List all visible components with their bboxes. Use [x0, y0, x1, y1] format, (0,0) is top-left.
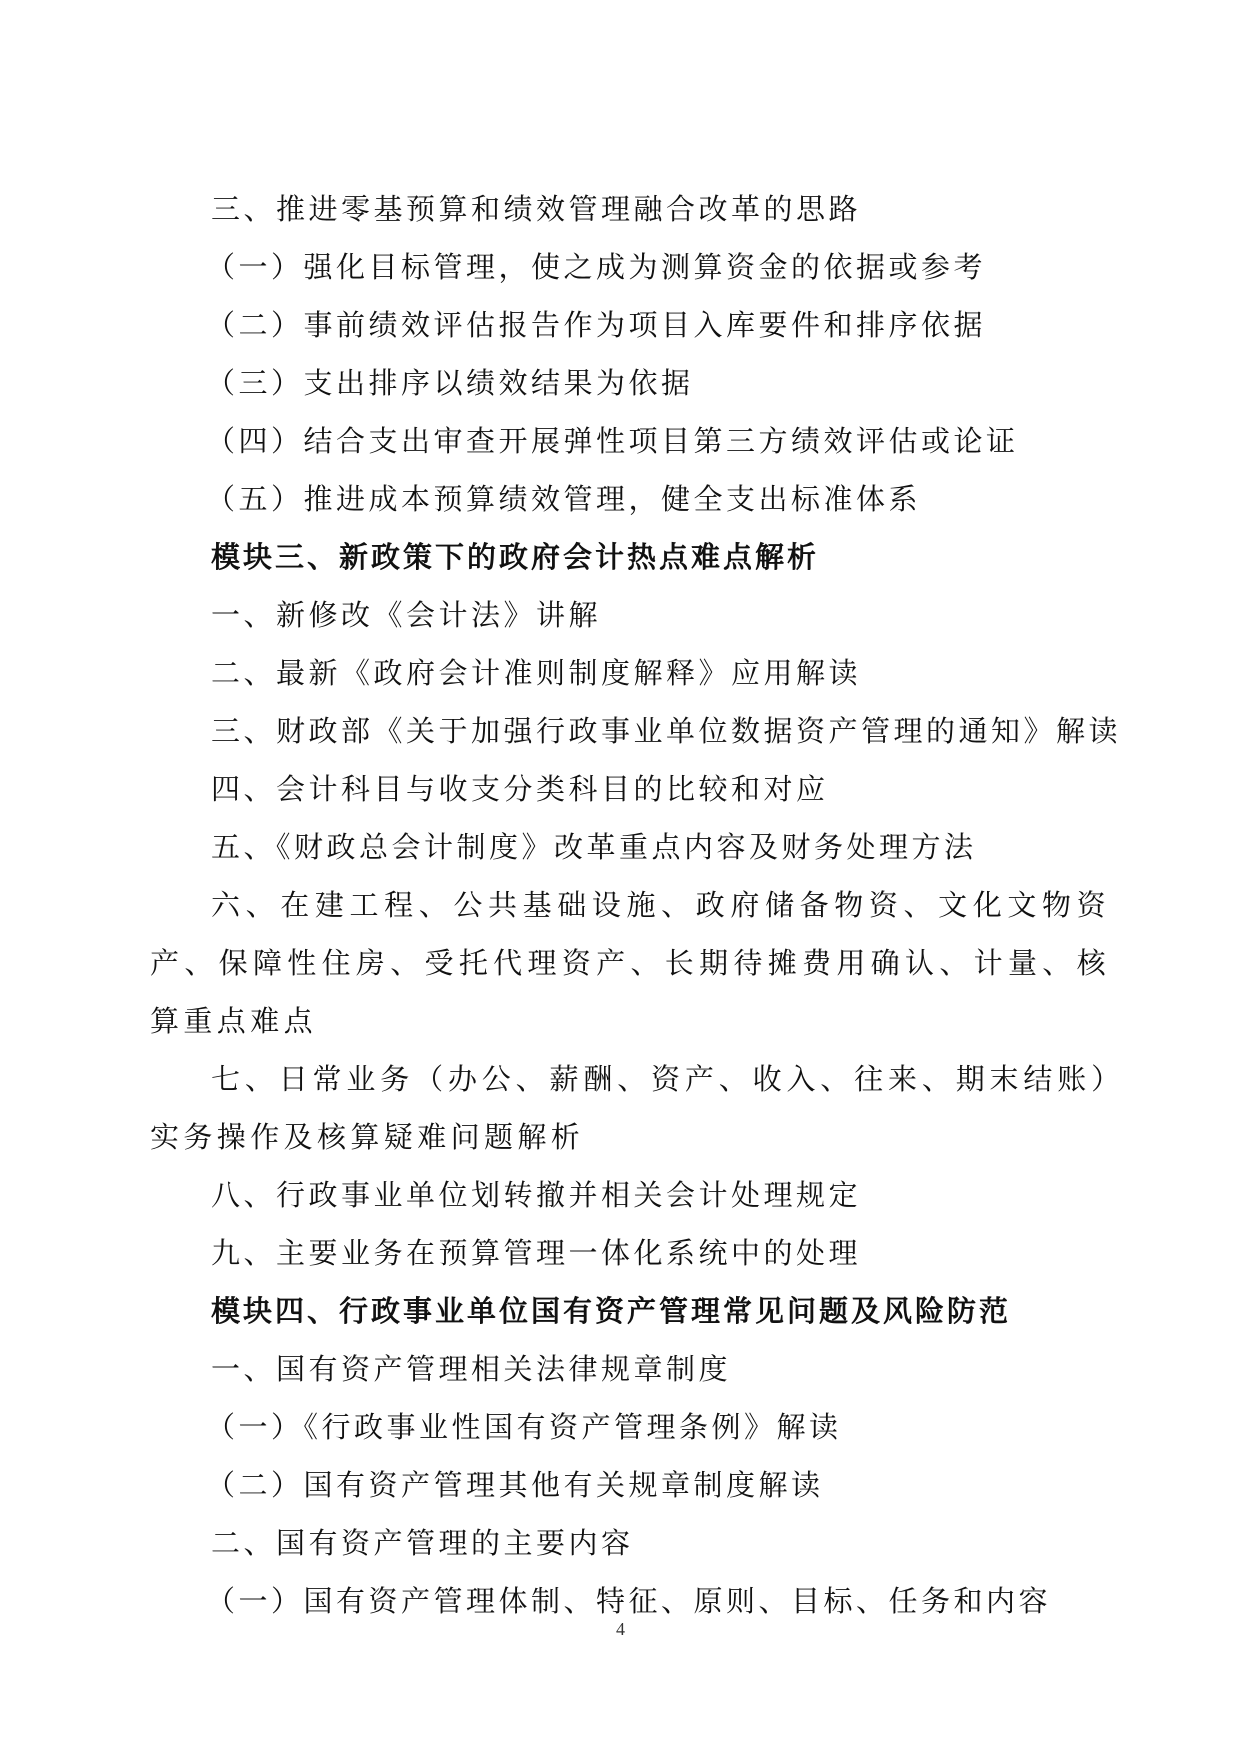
subsection-item: （一）强化目标管理，使之成为测算资金的依据或参考: [206, 250, 987, 284]
subsection-item: （一）《行政事业性国有资产管理条例》解读: [206, 1410, 842, 1444]
subsection-item: （一）国有资产管理体制、特征、原则、目标、任务和内容: [206, 1584, 1052, 1618]
module-heading: 模块四、行政事业单位国有资产管理常见问题及风险防范: [211, 1294, 1012, 1328]
section-item: 四、会计科目与收支分类科目的比较和对应: [211, 772, 829, 806]
section-item: 八、行政事业单位划转撤并相关会计处理规定: [211, 1178, 862, 1212]
section-item: 三、财政部《关于加强行政事业单位数据资产管理的通知》解读: [211, 714, 1122, 748]
section-heading: 三、推进零基预算和绩效管理融合改革的思路: [211, 192, 862, 226]
subsection-item: （二）事前绩效评估报告作为项目入库要件和排序依据: [206, 308, 987, 342]
subsection-item: （二）国有资产管理其他有关规章制度解读: [206, 1468, 824, 1502]
page-number: 4: [616, 1619, 625, 1639]
section-item: 二、国有资产管理的主要内容: [211, 1526, 634, 1560]
section-item: 五、《财政总会计制度》改革重点内容及财务处理方法: [211, 830, 977, 864]
subsection-item: （四）结合支出审查开展弹性项目第三方绩效评估或论证: [206, 424, 1019, 458]
section-item: 九、主要业务在预算管理一体化系统中的处理: [211, 1236, 862, 1270]
section-item-wrapped: 六、在建工程、公共基础设施、政府储备物资、文化文物资产、保障性住房、受托代理资产、长期待摊费用确认、计量、核算重点难点: [150, 888, 1110, 1038]
section-item: 一、国有资产管理相关法律规章制度: [211, 1352, 732, 1386]
section-item: 一、新修改《会计法》讲解: [211, 598, 602, 632]
section-item: 二、最新《政府会计准则制度解释》应用解读: [211, 656, 862, 690]
subsection-item: （三）支出排序以绩效结果为依据: [206, 366, 694, 400]
module-heading: 模块三、新政策下的政府会计热点难点解析: [211, 540, 820, 574]
subsection-item: （五）推进成本预算绩效管理，健全支出标准体系: [206, 482, 922, 516]
document-body: [150, 180, 1122, 1630]
section-item-wrapped: 七、日常业务（办公、薪酬、资产、收入、往来、期末结账）实务操作及核算疑难问题解析: [150, 1062, 1110, 1154]
